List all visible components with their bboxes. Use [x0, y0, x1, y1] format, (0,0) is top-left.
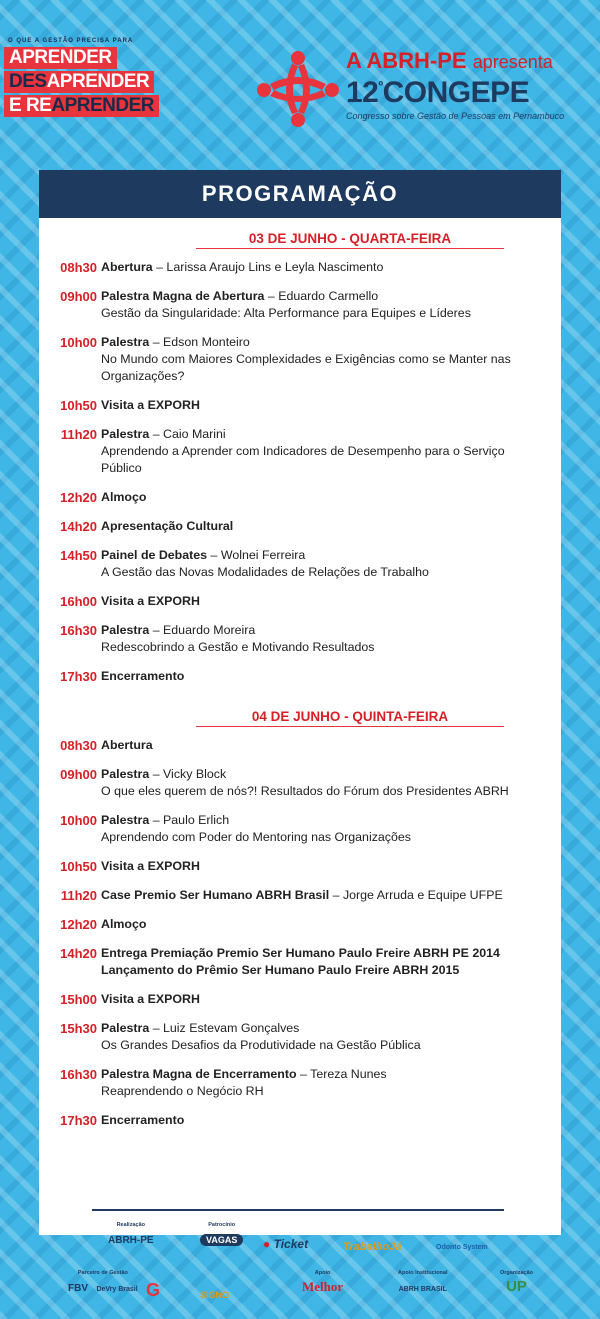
schedule-time: 17h30	[60, 1113, 97, 1128]
schedule-time: 12h20	[60, 917, 97, 932]
schedule-body	[97, 945, 537, 979]
schedule-item	[39, 259, 561, 276]
schedule-title: Palestra	[101, 813, 150, 827]
schedule-speaker: – Vicky Block	[152, 767, 227, 781]
slogan-line-2: DESAPRENDER	[4, 71, 154, 93]
slogan-line-3: E REAPRENDER	[4, 95, 159, 117]
schedule-item	[39, 622, 561, 656]
schedule-item	[39, 668, 561, 685]
schedule-title: Painel de Debates	[101, 548, 208, 562]
program-card	[39, 170, 561, 1235]
schedule-speaker: – Jorge Arruda e Equipe UFPE	[332, 888, 503, 902]
schedule-time: 11h20	[60, 888, 97, 903]
sponsor-apoio: Apoio Melhor	[302, 1270, 344, 1294]
schedule-time: 11h20	[60, 427, 97, 442]
schedule-time: 16h30	[60, 1067, 97, 1082]
schedule-body	[97, 668, 537, 685]
schedule-item	[39, 288, 561, 322]
event-subtitle: Congresso sobre Gestão de Pessoas em Pernambuco	[346, 111, 565, 121]
schedule-speaker: – Eduardo Carmello	[267, 289, 379, 303]
event-title: $12^ºCONGEPE$	[346, 76, 530, 109]
schedule-body	[97, 397, 537, 414]
schedule-speaker: – Caio Marini	[152, 427, 226, 441]
schedule-body	[97, 622, 537, 656]
schedule-time: 10h50	[60, 859, 97, 874]
schedule-body	[97, 426, 537, 477]
schedule-time: 15h00	[60, 992, 97, 1007]
schedule-time: 09h00	[60, 289, 97, 304]
schedule-description: Lançamento do Prêmio Ser Humano Paulo Freire ABRH 2015	[101, 963, 460, 977]
day-heading: 03 DE JUNHO - QUARTA-FEIRA	[196, 231, 504, 249]
schedule-body	[97, 812, 537, 846]
schedule-time: 14h20	[60, 519, 97, 534]
schedule-item	[39, 426, 561, 477]
schedule-time: 12h20	[60, 490, 97, 505]
schedule-body	[97, 259, 537, 276]
schedule-title: Abertura	[101, 738, 153, 752]
schedule-body	[97, 887, 537, 904]
schedule-item	[39, 518, 561, 535]
schedule-time: 08h30	[60, 260, 97, 275]
schedule-description: Os Grandes Desafios da Produtividade na Gestão Pública	[101, 1038, 421, 1052]
schedule-title: Palestra	[101, 427, 150, 441]
schedule-title: Palestra Magna de Abertura	[101, 289, 265, 303]
schedule-title: Palestra	[101, 767, 150, 781]
schedule-item	[39, 593, 561, 610]
footer-divider	[92, 1209, 504, 1211]
schedule-body	[97, 916, 537, 933]
schedule-item	[39, 1066, 561, 1100]
schedule-body	[97, 334, 537, 385]
sponsor-apoio-institucional: Apoio Institucional ABRH BRASIL	[398, 1270, 448, 1293]
schedule-title: Apresentação Cultural	[101, 519, 234, 533]
schedule-item	[39, 887, 561, 904]
schedule-item	[39, 547, 561, 581]
schedule-time: 10h50	[60, 398, 97, 413]
schedule-item	[39, 1020, 561, 1054]
schedule-speaker: – Luiz Estevam Gonçalves	[152, 1021, 300, 1035]
schedule-description: Aprendendo a Aprender com Indicadores de Desempenho para o Serviço Público	[101, 444, 505, 475]
schedule-title: Visita a EXPORH	[101, 594, 200, 608]
sponsor-parceiro: Parceiro de Gestão FBV DeVry Brasil	[68, 1270, 138, 1294]
schedule-item	[39, 737, 561, 754]
schedule-item	[39, 916, 561, 933]
sponsor-signo: SIGNO	[200, 1290, 230, 1300]
sponsor-gerarrpa: G	[146, 1280, 161, 1300]
schedule-time: 17h30	[60, 669, 97, 684]
schedule-item	[39, 1112, 561, 1129]
schedule-title: Visita a EXPORH	[101, 992, 200, 1006]
schedule-item	[39, 991, 561, 1008]
schedule-title: Visita a EXPORH	[101, 398, 200, 412]
schedule-time: 08h30	[60, 738, 97, 753]
schedule-title: Almoço	[101, 917, 147, 931]
schedule-speaker: – Edson Monteiro	[152, 335, 250, 349]
schedule-body	[97, 1020, 537, 1054]
header-tagline: O QUE A GESTÃO PRECISA PARA	[8, 38, 134, 44]
sponsor-trabalhoja: TrabalhoJá	[343, 1241, 402, 1253]
schedule-title: Entrega Premiação Premio Ser Humano Paulo Freire ABRH PE 2014	[101, 946, 500, 960]
schedule-speaker: – Larissa Araujo Lins e Leyla Nascimento	[156, 260, 384, 274]
schedule-item	[39, 397, 561, 414]
schedule-title: Palestra	[101, 623, 150, 637]
schedule-list	[39, 737, 561, 1129]
schedule-description: Redescobrindo a Gestão e Motivando Resultados	[101, 640, 375, 654]
schedule-title: Encerramento	[101, 669, 185, 683]
schedule-body	[97, 858, 537, 875]
schedule-body	[97, 737, 537, 754]
schedule-description: O que eles querem de nós?! Resultados do Fórum dos Presidentes ABRH	[101, 784, 509, 798]
schedule-title: Visita a EXPORH	[101, 859, 200, 873]
sponsor-organizacao: Organização UP	[500, 1270, 534, 1295]
sponsor-realizacao: Realização ABRH-PE	[108, 1222, 154, 1246]
schedule-time: 15h30	[60, 1021, 97, 1036]
schedule-body	[97, 1066, 537, 1100]
schedule-speaker: – Paulo Erlich	[152, 813, 230, 827]
schedule-body	[97, 766, 537, 800]
schedule-item	[39, 334, 561, 385]
schedule-item	[39, 945, 561, 979]
schedule-title: Palestra Magna de Encerramento	[101, 1067, 297, 1081]
schedule-time: 16h30	[60, 623, 97, 638]
schedule-title: Encerramento	[101, 1113, 185, 1127]
schedule-item	[39, 858, 561, 875]
schedule-title: Almoço	[101, 490, 147, 504]
sponsor-patrocinio: Patrocínio VAGAS	[200, 1222, 243, 1248]
day-heading: 04 DE JUNHO - QUINTA-FEIRA	[196, 709, 504, 727]
schedule-description: Reaprendendo o Negócio RH	[101, 1084, 264, 1098]
schedule-body	[97, 489, 537, 506]
schedule-time: 14h20	[60, 946, 97, 961]
schedule-speaker: – Wolnei Ferreira	[210, 548, 306, 562]
schedule-body	[97, 1112, 537, 1129]
sponsor-ticket: ● Ticket	[263, 1237, 309, 1251]
schedule-time: 16h00	[60, 594, 97, 609]
congepe-emblem-icon	[252, 50, 344, 128]
schedule-description: No Mundo com Maiores Complexidades e Exigências como se Manter nas Organizações?	[101, 352, 511, 383]
schedule-time: 10h00	[60, 335, 97, 350]
presenter-text: A ABRH-PE apresenta	[346, 48, 553, 73]
schedule-title: Palestra	[101, 335, 150, 349]
schedule-time: 14h50	[60, 548, 97, 563]
schedule-item	[39, 489, 561, 506]
schedule-title: Abertura	[101, 260, 153, 274]
schedule-speaker: – Eduardo Moreira	[152, 623, 256, 637]
schedule-title: Case Premio Ser Humano ABRH Brasil	[101, 888, 330, 902]
schedule-body	[97, 593, 537, 610]
schedule-description: Gestão da Singularidade: Alta Performance para Equipes e Líderes	[101, 306, 471, 320]
schedule-speaker: – Tereza Nunes	[300, 1067, 387, 1081]
slogan-line-1: APRENDER	[4, 47, 117, 69]
schedule-body	[97, 547, 537, 581]
schedule-item	[39, 766, 561, 800]
program-heading: PROGRAMAÇÃO	[39, 170, 561, 218]
schedule-title: Palestra	[101, 1021, 150, 1035]
schedule-description: Aprendendo com Poder do Mentoring nas Organizações	[101, 830, 411, 844]
schedule-time: 09h00	[60, 767, 97, 782]
schedule-item	[39, 812, 561, 846]
schedule-body	[97, 518, 537, 535]
sponsor-odonto: Odonto System	[436, 1244, 488, 1251]
schedule-body	[97, 288, 537, 322]
schedule-time: 10h00	[60, 813, 97, 828]
schedule-list	[39, 259, 561, 685]
schedule-body	[97, 991, 537, 1008]
schedule-description: A Gestão das Novas Modalidades de Relações de Trabalho	[101, 565, 429, 579]
